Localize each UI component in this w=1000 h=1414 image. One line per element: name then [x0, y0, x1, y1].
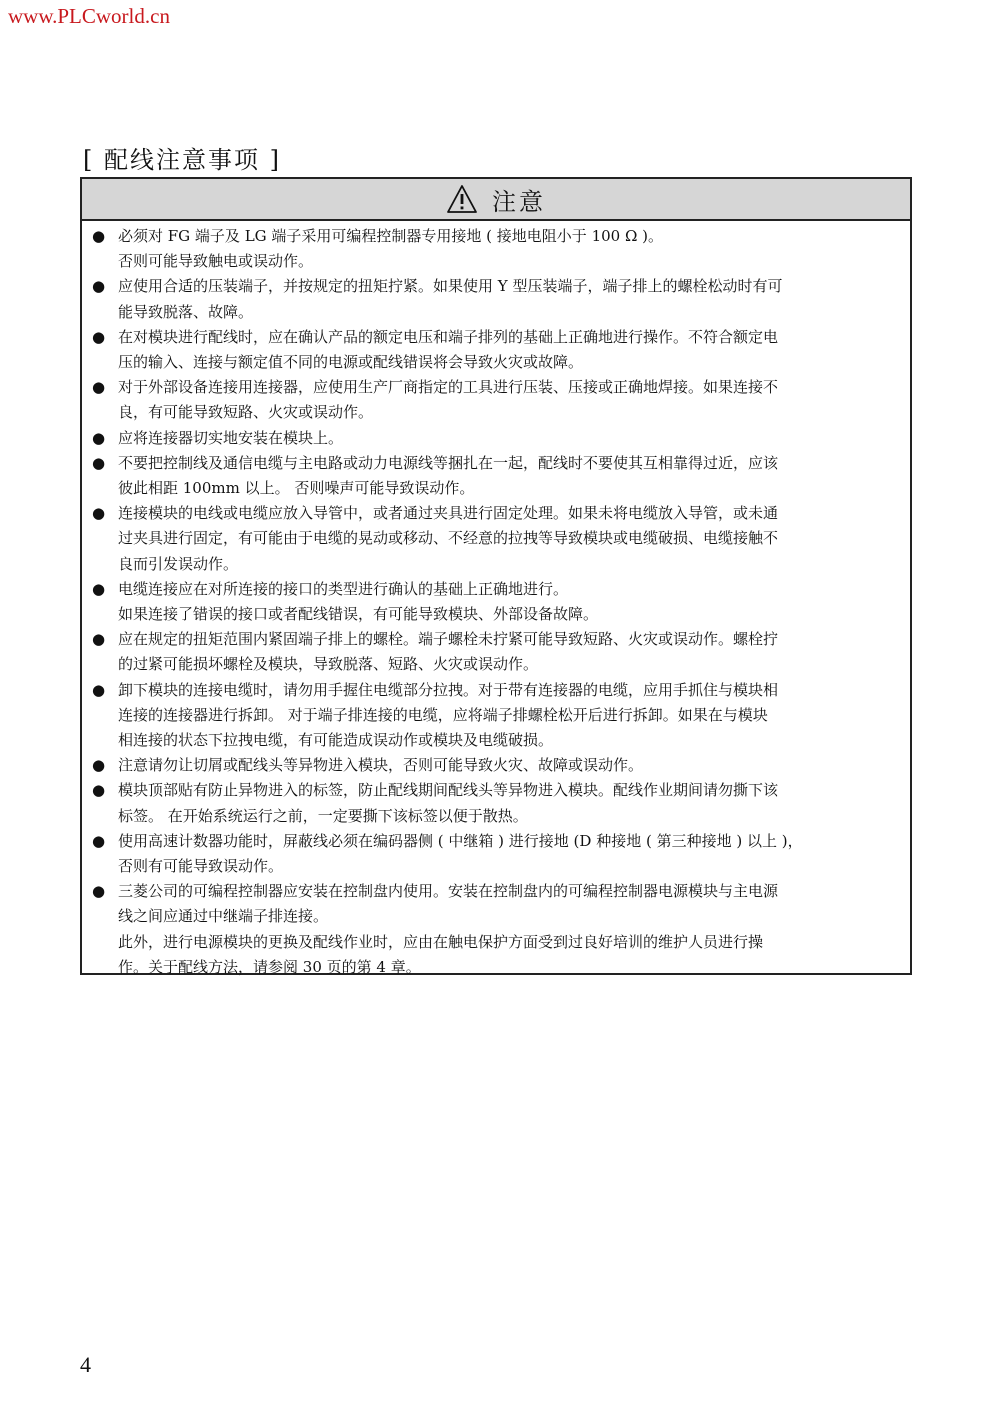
caution-item-line: 线之间应通过中继端子排连接。 — [118, 907, 329, 926]
bullet-icon: ● — [92, 227, 106, 245]
caution-item-line: 注意请勿让切屑或配线头等异物进入模块，否则可能导致火灾、故障或误动作。 — [118, 756, 644, 775]
caution-item — [92, 829, 896, 879]
caution-item — [92, 778, 896, 828]
caution-item — [92, 627, 896, 677]
caution-item-line: 在对模块进行配线时，应在确认产品的额定电压和端子排列的基础上正确地进行操作。不符合额定电 — [118, 327, 779, 346]
bullet-icon: ● — [92, 428, 106, 447]
caution-item-line: 压的输入、连接与额定值不同的电源或配线错误将会导致火灾或故障。 — [118, 353, 584, 372]
caution-box — [80, 177, 912, 975]
bullet-icon: ● — [92, 831, 106, 850]
caution-item-text — [118, 778, 896, 828]
caution-item-line: 否则有可能导致误动作。 — [118, 857, 284, 876]
caution-header — [82, 179, 910, 221]
bullet-icon: ● — [92, 378, 106, 397]
caution-item-line: 如果连接了错误的接口或者配线错误，有可能导致模块、外部设备故障。 — [118, 605, 599, 624]
caution-item-text — [118, 426, 896, 451]
caution-item — [92, 224, 896, 274]
caution-item-text — [118, 753, 896, 778]
caution-item-line: 良，有可能导致短路、火灾或误动作。 — [118, 403, 374, 422]
caution-item-text — [118, 224, 896, 274]
caution-item — [92, 577, 896, 627]
caution-item-text — [118, 879, 896, 980]
caution-item-line: 电缆连接应在对所连接的接口的类型进行确认的基础上正确地进行。 — [118, 579, 569, 598]
caution-item-text — [118, 325, 896, 375]
caution-item-text — [118, 829, 896, 879]
caution-item-line: 的过紧可能损坏螺栓及模块，导致脱落、短路、火灾或误动作。 — [118, 655, 539, 674]
caution-item-line: 连接的连接器进行拆卸。 对于端子排连接的电缆，应将端子排螺栓松开后进行拆卸。如果在与模块 — [118, 705, 768, 724]
caution-item — [92, 753, 896, 778]
caution-item — [92, 325, 896, 375]
caution-item-line: 必须对 FG 端子及 LG 端子采用可编程控制器专用接地 ( 接地电阻小于 100 Ω )。 — [118, 227, 664, 245]
caution-item-text — [118, 274, 896, 324]
caution-item-line: 应使用合适的压装端子，并按规定的扭矩拧紧。如果使用 Y 型压装端子，端子排上的螺栓松动时有可 — [118, 277, 783, 296]
caution-item — [92, 501, 896, 577]
page-number: 4 — [80, 1352, 91, 1377]
bullet-icon: ● — [92, 579, 106, 598]
caution-item-line: 连接模块的电线或电缆应放入导管中，或者通过夹具进行固定处理。如果未将电缆放入导管，或未通 — [118, 504, 779, 523]
caution-item-line: 能导致脱落、故障。 — [118, 302, 254, 321]
caution-item-text — [118, 501, 896, 577]
bullet-icon: ● — [92, 504, 106, 523]
caution-item-line: 否则可能导致触电或误动作。 — [118, 252, 314, 271]
caution-item-line: 良而引发误动作。 — [118, 554, 239, 573]
section-title: [ 配线注意事项 ] — [83, 146, 281, 174]
bullet-icon: ● — [92, 327, 106, 346]
caution-item — [92, 678, 896, 754]
warning-triangle-icon — [446, 184, 478, 214]
caution-item — [92, 375, 896, 425]
caution-item-line: 彼此相距 100mm 以上。 否则噪声可能导致误动作。 — [118, 479, 475, 498]
caution-item-text — [118, 577, 896, 627]
caution-list — [82, 221, 910, 980]
bullet-icon: ● — [92, 680, 106, 699]
bullet-icon: ● — [92, 630, 106, 649]
bullet-icon: ● — [92, 277, 106, 296]
bullet-icon: ● — [92, 453, 106, 472]
caution-item-line: 卸下模块的连接电缆时，请勿用手握住电缆部分拉拽。对于带有连接器的电缆，应用手抓住与模块相 — [118, 680, 779, 699]
caution-item — [92, 274, 896, 324]
bullet-icon: ● — [92, 882, 106, 901]
caution-item-line: 过夹具进行固定，有可能由于电缆的晃动或移动、不经意的拉拽等导致模块或电缆破损、电缆接触不 — [118, 529, 779, 548]
caution-item — [92, 451, 896, 501]
caution-item-line: 三菱公司的可编程控制器应安装在控制盘内使用。安装在控制盘内的可编程控制器电源模块与主电源 — [118, 882, 779, 901]
caution-title: 注意 — [492, 187, 546, 216]
caution-item-text — [118, 451, 896, 501]
bullet-icon: ● — [92, 756, 106, 775]
caution-item-line: 作。关于配线方法，请参阅 30 页的第 4 章。 — [118, 957, 421, 976]
caution-item-line: 模块顶部贴有防止异物进入的标签，防止配线期间配线头等异物进入模块。配线作业期间请勿撕下该 — [118, 781, 779, 800]
caution-item-line: 应将连接器切实地安装在模块上。 — [118, 428, 344, 447]
caution-item-text — [118, 375, 896, 425]
caution-item-line: 相连接的状态下拉拽电缆，有可能造成误动作或模块及电缆破损。 — [118, 731, 554, 750]
caution-item — [92, 426, 896, 451]
watermark: www.PLCworld.cn — [8, 4, 170, 28]
caution-item-line: 标签。 在开始系统运行之前，一定要撕下该标签以便于散热。 — [118, 806, 528, 825]
caution-item-text — [118, 627, 896, 677]
bullet-icon: ● — [92, 781, 106, 800]
caution-item — [92, 879, 896, 980]
caution-item-line: 对于外部设备连接用连接器，应使用生产厂商指定的工具进行压装、压接或正确地焊接。如果连接不 — [118, 378, 779, 397]
caution-item-line: 应在规定的扭矩范围内紧固端子排上的螺栓。端子螺栓未拧紧可能导致短路、火灾或误动作。螺栓拧 — [118, 630, 779, 649]
caution-item-text — [118, 678, 896, 754]
caution-item-line: 使用高速计数器功能时，屏蔽线必须在编码器侧 ( 中继箱 ) 进行接地 (D 种接地 ( 第三种接地 ) 以上 )， — [118, 831, 803, 850]
caution-item-line: 不要把控制线及通信电缆与主电路或动力电源线等捆扎在一起，配线时不要使其互相靠得过近，应该 — [118, 453, 779, 472]
caution-item-line: 此外，进行电源模块的更换及配线作业时，应由在触电保护方面受到过良好培训的维护人员进行操 — [118, 932, 764, 951]
